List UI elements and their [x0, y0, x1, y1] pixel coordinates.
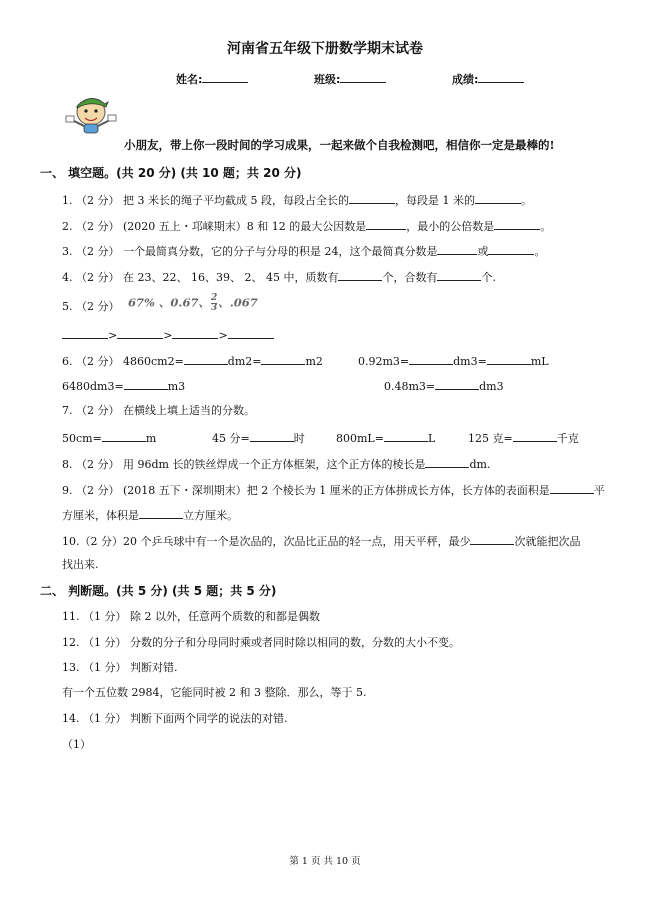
- q7-text-5: 时: [293, 432, 305, 445]
- q6-text-2: dm2=: [227, 355, 262, 368]
- q4-text-3: 个.: [481, 271, 496, 284]
- q6-text-3: m2: [305, 355, 323, 368]
- question-10-line-2: 找出来.: [62, 558, 99, 571]
- q7-text-4: 45 分=: [212, 432, 250, 445]
- question-6-part-2: [358, 353, 549, 369]
- q7-text: 7. （2 分） 在横线上填上适当的分数。: [62, 404, 255, 417]
- q8-text: 8. （2 分） 用 96dm 长的铁丝焊成一个正方体框架，这个正方体的棱长是: [62, 458, 426, 471]
- q9-blank-1[interactable]: [550, 482, 594, 494]
- q6-text-4: 0.92m3=: [358, 355, 410, 368]
- q5-gt-1: >: [108, 329, 118, 342]
- q7-text-2: 50cm=: [62, 432, 102, 445]
- q6-blank-1[interactable]: [184, 353, 228, 365]
- q5-gt-3: >: [218, 329, 228, 342]
- q2-text: 2. （2 分） (2020 五上・邛崃期末）8 和 12 的最大公因数是: [62, 220, 367, 233]
- question-5: [62, 300, 120, 314]
- q10-blank[interactable]: [470, 533, 514, 545]
- q3-text-3: 。: [534, 245, 546, 258]
- q1-text-3: 。: [520, 194, 532, 207]
- q9-text-4: 立方厘米。: [183, 509, 238, 522]
- question-6-part-1: [62, 353, 323, 369]
- q1-text-2: ，每段是 1 米的: [394, 194, 475, 207]
- q2-text-2: ，最小的公倍数是: [406, 220, 495, 233]
- question-9-line-2: [62, 507, 238, 523]
- q3-blank-2[interactable]: [488, 243, 534, 255]
- q9-text-2: 平: [593, 484, 605, 497]
- question-10: [62, 533, 580, 549]
- q9-blank-2[interactable]: [139, 507, 183, 519]
- q3-text-2: 或: [477, 245, 489, 258]
- q7-row-3: [336, 430, 435, 446]
- question-3: [62, 243, 545, 259]
- q4-blank-1[interactable]: [338, 269, 382, 281]
- q7-text-7: L: [427, 432, 436, 445]
- q5-blank-1[interactable]: [62, 327, 108, 339]
- q7-text-6: 800mL=: [336, 432, 384, 445]
- q7-text-8: 125 克=: [468, 432, 513, 445]
- q6-blank-3[interactable]: [409, 353, 453, 365]
- q5-blank-4[interactable]: [228, 327, 274, 339]
- name-label: 姓名:: [176, 73, 203, 86]
- q1-text: 1. （2 分） 把 3 米长的绳子平均截成 5 段，每段占全长的: [62, 194, 349, 207]
- q7-blank-3[interactable]: [384, 430, 428, 442]
- intro-text: 小朋友，带上你一段时间的学习成果，一起来做个自我检测吧，相信你一定是最棒的!: [124, 138, 555, 152]
- score-label: 成绩:: [452, 73, 479, 86]
- question-12: 12. （1 分） 分数的分子和分母同时乘或者同时除以相同的数，分数的大小不变。: [62, 636, 460, 649]
- cartoon-boy-mascot-icon: [64, 92, 120, 136]
- question-13-statement: 有一个五位数 2984，它能同时被 2 和 3 整除．那么，等于 5.: [62, 686, 367, 699]
- question-6-part-3: [62, 378, 185, 394]
- q6-text-6: mL: [530, 355, 549, 368]
- q5-answer-row: [62, 327, 274, 343]
- question-11: 11. （1 分） 除 2 以外，任意两个质数的和都是偶数: [62, 610, 320, 623]
- name-blank[interactable]: [202, 71, 248, 83]
- q4-text-2: 个，合数有: [382, 271, 438, 284]
- q7-row-1: [62, 430, 156, 446]
- q6-text-9: 0.48m3=: [384, 380, 436, 393]
- page-title: 河南省五年级下册数学期末试卷: [227, 41, 423, 57]
- question-1: [62, 192, 532, 208]
- q5-text: 5. （2 分）: [62, 300, 120, 313]
- section-2-heading: 二、 判断题。(共 5 分) (共 5 题；共 5 分): [40, 584, 277, 598]
- section-1-heading: 一、 填空题。(共 20 分) (共 10 题；共 20 分): [40, 166, 302, 180]
- q3-blank-1[interactable]: [437, 243, 477, 255]
- score-field: [452, 71, 524, 87]
- q8-text-2: dm.: [469, 458, 491, 471]
- q5-frac-num: 2: [210, 293, 218, 303]
- question-8: [62, 456, 490, 472]
- name-field: [176, 71, 248, 87]
- q2-blank-1[interactable]: [366, 218, 406, 230]
- q9-text-3: 方厘米，体积是: [62, 509, 139, 522]
- q5-fraction: [211, 294, 217, 313]
- q7-row-2: [212, 430, 305, 446]
- q5-blank-2[interactable]: [117, 327, 163, 339]
- q6-blank-4[interactable]: [487, 353, 531, 365]
- q8-blank[interactable]: [425, 456, 469, 468]
- question-14-part-1: （1）: [62, 738, 91, 751]
- q9-text: 9. （2 分） (2018 五下・深圳期末）把 2 个棱长为 1 厘米的正方体拼成长方体，长方体的表面积是: [62, 484, 550, 497]
- q5-hand-2: 、.067: [218, 295, 258, 310]
- question-13: 13. （1 分） 判断对错.: [62, 661, 178, 674]
- q4-blank-2[interactable]: [437, 269, 481, 281]
- q7-blank-4[interactable]: [513, 430, 557, 442]
- score-blank[interactable]: [478, 71, 524, 83]
- q5-frac-den: 3: [210, 303, 218, 313]
- q7-text-9: 千克: [556, 432, 579, 445]
- question-14: 14. （1 分） 判断下面两个同学的说法的对错.: [62, 712, 288, 725]
- q3-text: 3. （2 分） 一个最简真分数，它的分子与分母的积是 24，这个最简真分数是: [62, 245, 438, 258]
- q5-hand-1: 67% 、0.67、: [128, 295, 210, 310]
- q7-row-4: [468, 430, 579, 446]
- question-6-part-4: [384, 378, 504, 394]
- q5-blank-3[interactable]: [172, 327, 218, 339]
- q6-text-8: m3: [167, 380, 186, 393]
- question-7: [62, 404, 255, 418]
- class-blank[interactable]: [340, 71, 386, 83]
- question-9: [62, 482, 605, 498]
- q6-text-7: 6480dm3=: [62, 380, 124, 393]
- q1-blank-1[interactable]: [349, 192, 395, 204]
- question-4: [62, 269, 496, 285]
- q6-text-10: dm3: [479, 380, 504, 393]
- q5-handwritten-numbers: [128, 294, 258, 313]
- q5-gt-2: >: [163, 329, 173, 342]
- q6-blank-2[interactable]: [261, 353, 305, 365]
- q10-text: 10.（2 分）20 个乒乓球中有一个是次品的，次品比正品的轻一点，用天平秤，最少: [62, 535, 471, 548]
- class-field: [314, 71, 386, 87]
- question-2: [62, 218, 551, 234]
- q7-text-3: m: [145, 432, 157, 445]
- q1-blank-2[interactable]: [475, 192, 521, 204]
- q6-text: 6. （2 分） 4860cm2=: [62, 355, 184, 368]
- q2-text-3: 。: [540, 220, 552, 233]
- q6-text-5: dm3=: [453, 355, 487, 368]
- q6-blank-5[interactable]: [124, 378, 168, 390]
- q7-blank-2[interactable]: [250, 430, 294, 442]
- q10-text-2: 次就能把次品: [514, 535, 581, 548]
- q6-blank-6[interactable]: [435, 378, 479, 390]
- class-label: 班级:: [314, 73, 341, 86]
- q4-text: 4. （2 分） 在 23、22、 16、39、 2、 45 中，质数有: [62, 271, 339, 284]
- page-footer: 第 1 页 共 10 页: [289, 856, 361, 867]
- q7-blank-1[interactable]: [102, 430, 146, 442]
- q2-blank-2[interactable]: [494, 218, 540, 230]
